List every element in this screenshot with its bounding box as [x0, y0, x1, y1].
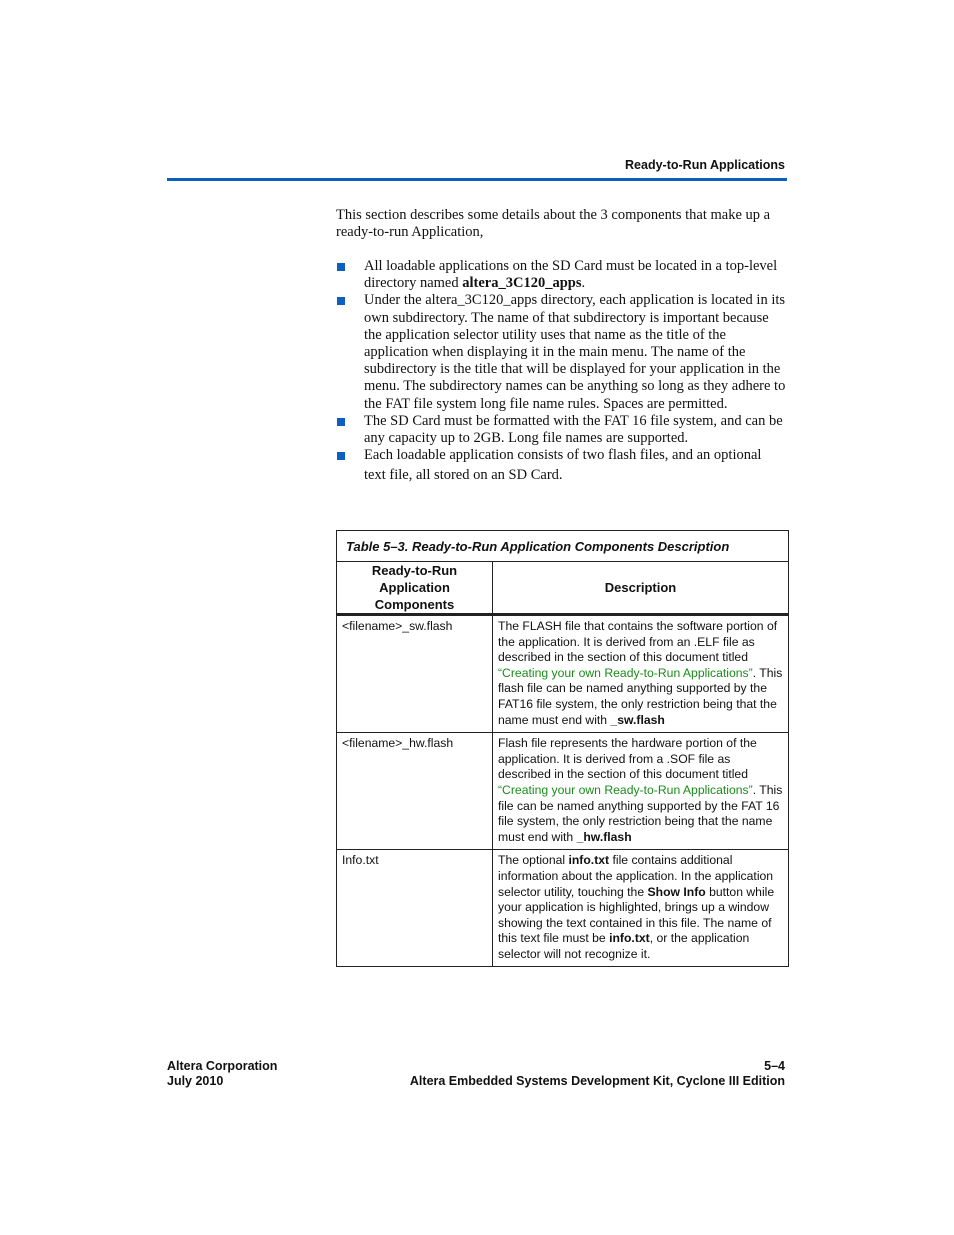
table-row — [337, 850, 788, 967]
intro-paragraph: This section describes some details about the 3 components that make up a ready-to-run Application, — [336, 207, 771, 240]
bullet-text: The SD Card must be formatted with the FAT 16 file system, and can be any capacity up to 2GB. Long file names are supported. — [364, 412, 783, 447]
bullet-item — [336, 447, 788, 484]
cross-reference-link[interactable]: “Creating your own Ready-to-Run Applications” — [498, 782, 753, 797]
column-header-components — [337, 562, 493, 615]
description-bold-text: _sw.flash — [610, 712, 665, 727]
table-row — [337, 615, 788, 733]
description-text: , or the application selector will not recognize it. — [498, 931, 750, 961]
component-cell: <filename>_hw.flash — [337, 733, 493, 850]
footer-right — [410, 1059, 785, 1089]
column-header-description: Description — [493, 562, 789, 615]
square-bullet-icon — [337, 297, 345, 305]
description-text: file contains additional information about the application. In the application selector utility, touching the — [498, 853, 774, 899]
component-cell: <filename>_sw.flash — [337, 615, 493, 733]
bullet-text: . — [581, 275, 586, 292]
description-text: Flash file represents the hardware portion of the application. It is derived from a .SOF file as described in the section of this document titled — [498, 736, 757, 782]
footer-doc-title: Altera Embedded Systems Development Kit, Cyclone III Edition — [409, 1074, 785, 1088]
components-table — [336, 530, 789, 967]
bullet-text: text file, all stored on an SD Card. — [364, 467, 563, 484]
column-header-line: Ready-to-Run — [371, 563, 458, 578]
square-bullet-icon — [337, 263, 345, 271]
bullet-bold-text: altera_3C120_apps — [462, 275, 582, 292]
component-cell: Info.txt — [337, 850, 493, 967]
description-text: button while your application is highlighted, brings up a window showing the text contained in this file. The name of this text file must be — [498, 884, 775, 946]
footer-date: July 2010 — [167, 1074, 224, 1088]
bullet-item — [336, 292, 788, 412]
page-number: 5–4 — [764, 1059, 785, 1073]
description-bold-text: info.txt — [568, 853, 610, 868]
description-bold-text: _hw.flash — [576, 829, 632, 844]
bullet-text: Under the altera_3C120_apps directory, each application is located in its own subdirectory. The name of that subdirectory is important because the application selector utility uses that name as the title of the application when displaying it in the main menu. The name of the subdirectory is the title that will be displayed for your application in the menu. The subdirectory names can be anything so long as they adhere to the FAT file system long file name rules. Spaces are permitted. — [364, 292, 786, 412]
bullet-text: Each loadable application consists of two flash files, and an optional — [364, 447, 762, 464]
column-header-line: Application Components — [374, 580, 455, 612]
square-bullet-icon — [337, 452, 345, 460]
bullet-text: All loadable applications on the SD Card must be located in a top-level directory named — [364, 258, 778, 292]
bullet-item — [336, 258, 788, 292]
description-cell — [493, 615, 789, 733]
description-text: The FLASH file that contains the software portion of the application. It is derived from an .ELF file as described in the section of this document titled — [498, 619, 778, 665]
table-caption: Table 5–3. Ready-to-Run Application Components Description — [337, 531, 788, 562]
description-cell — [493, 733, 789, 850]
header-rule — [167, 178, 787, 181]
running-header: Ready-to-Run Applications — [625, 158, 785, 172]
description-text: . This flash file can be named anything supported by the FAT16 file system, the only restriction being that the name must end with — [498, 665, 783, 727]
description-text: . This file can be named anything supported by the FAT 16 file system, the only restriction being that the name must end with — [498, 782, 783, 844]
table-header-row — [337, 562, 788, 615]
description-text: The optional — [498, 853, 569, 868]
description-bold-text: info.txt — [609, 931, 650, 946]
footer-company: Altera Corporation — [167, 1059, 278, 1073]
footer-left — [167, 1059, 277, 1089]
bullet-list — [336, 258, 788, 485]
description-bold-text: Show Info — [647, 884, 706, 899]
description-cell — [493, 850, 789, 967]
square-bullet-icon — [337, 418, 345, 426]
cross-reference-link[interactable]: “Creating your own Ready-to-Run Applications” — [498, 665, 753, 680]
table-row — [337, 733, 788, 850]
bullet-item — [336, 413, 788, 447]
table-body — [337, 562, 788, 966]
